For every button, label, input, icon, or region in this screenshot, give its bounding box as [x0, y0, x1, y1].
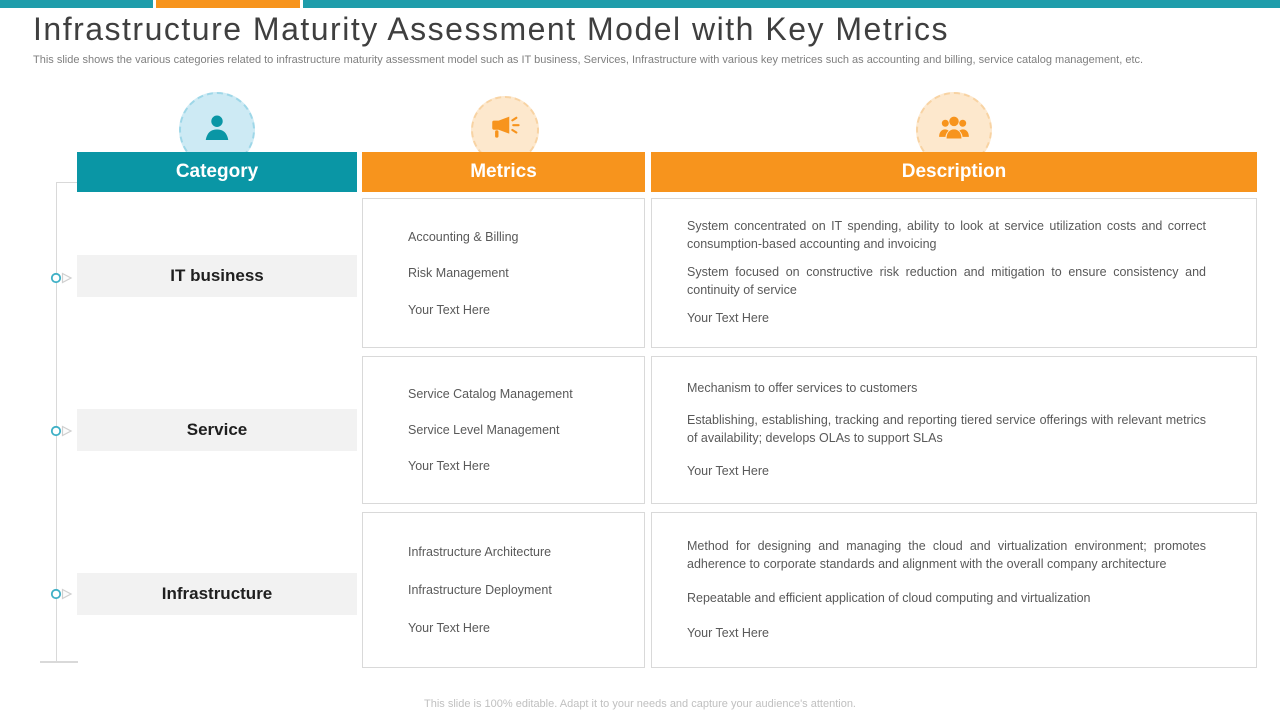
table-row-it-business [0, 198, 1280, 348]
category-label: IT business [170, 266, 264, 285]
metric-item: Your Text Here [408, 459, 490, 473]
category-cell [77, 573, 357, 615]
category-label: Infrastructure [161, 584, 273, 603]
description-item: Your Text Here [687, 311, 769, 326]
description-cell [651, 198, 1257, 348]
description-item: System focused on constructive risk reduction and mitigation to ensure consistency and continuity of service [687, 265, 1206, 297]
category-label: Service [186, 420, 248, 439]
metric-item: Your Text Here [408, 621, 490, 635]
description-item: Method for designing and managing the cloud and virtualization environment; promotes adherence to corporate standards and alignment with the overall company architecture [687, 538, 1206, 571]
people-group-icon [935, 109, 973, 152]
table-row-service [0, 356, 1280, 504]
metrics-cell [362, 356, 645, 504]
timeline-top-connector [56, 182, 77, 183]
category-cell [77, 255, 357, 297]
description-item: Establishing, establishing, tracking and reporting tiered service offerings with relevant metrics of availability; develops OLAs to support SLAs [687, 413, 1206, 445]
page-subtitle: This slide shows the various categories related to infrastructure maturity assessment model such as IT business, Services, Infrastructure with various key metrices such as accounting and billing, service catalog management, etc. [33, 54, 1144, 66]
column-header-description-label: Description [901, 161, 1007, 182]
person-icon [199, 110, 235, 151]
description-item: Your Text Here [687, 463, 769, 478]
page-title: Infrastructure Maturity Assessment Model with Key Metrics [33, 11, 949, 47]
description-item: System concentrated on IT spending, ability to look at service utilization costs and correct consumption-based accounting and invoicing [687, 218, 1206, 251]
table-row-infrastructure [0, 512, 1280, 668]
footer-note: This slide is 100% editable. Adapt it to your needs and capture your audience's attention. [424, 698, 856, 710]
megaphone-icon [488, 111, 522, 150]
metric-item: Service Level Management [408, 423, 560, 437]
column-header-category [77, 152, 357, 192]
description-item: Repeatable and efficient application of cloud computing and virtualization [687, 591, 1091, 605]
metric-item: Infrastructure Architecture [408, 545, 552, 559]
metric-item: Risk Management [408, 266, 509, 280]
top-accent-bar [0, 0, 1280, 8]
description-item: Your Text Here [687, 625, 769, 640]
column-header-metrics-label: Metrics [470, 161, 537, 182]
metrics-cell [362, 512, 645, 668]
metric-item: Accounting & Billing [408, 229, 519, 244]
description-item: Mechanism to offer services to customers [687, 380, 918, 395]
metric-item: Your Text Here [408, 302, 490, 317]
description-cell [651, 356, 1257, 504]
column-header-description [651, 152, 1257, 192]
top-accent-bar-orange-segment [153, 0, 303, 8]
metric-item: Infrastructure Deployment [408, 583, 552, 597]
category-cell [77, 409, 357, 451]
column-header-metrics [362, 152, 645, 192]
column-header-category-label: Category [175, 161, 259, 182]
metric-item: Service Catalog Management [408, 387, 573, 401]
description-cell [651, 512, 1257, 668]
metrics-cell [362, 198, 645, 348]
